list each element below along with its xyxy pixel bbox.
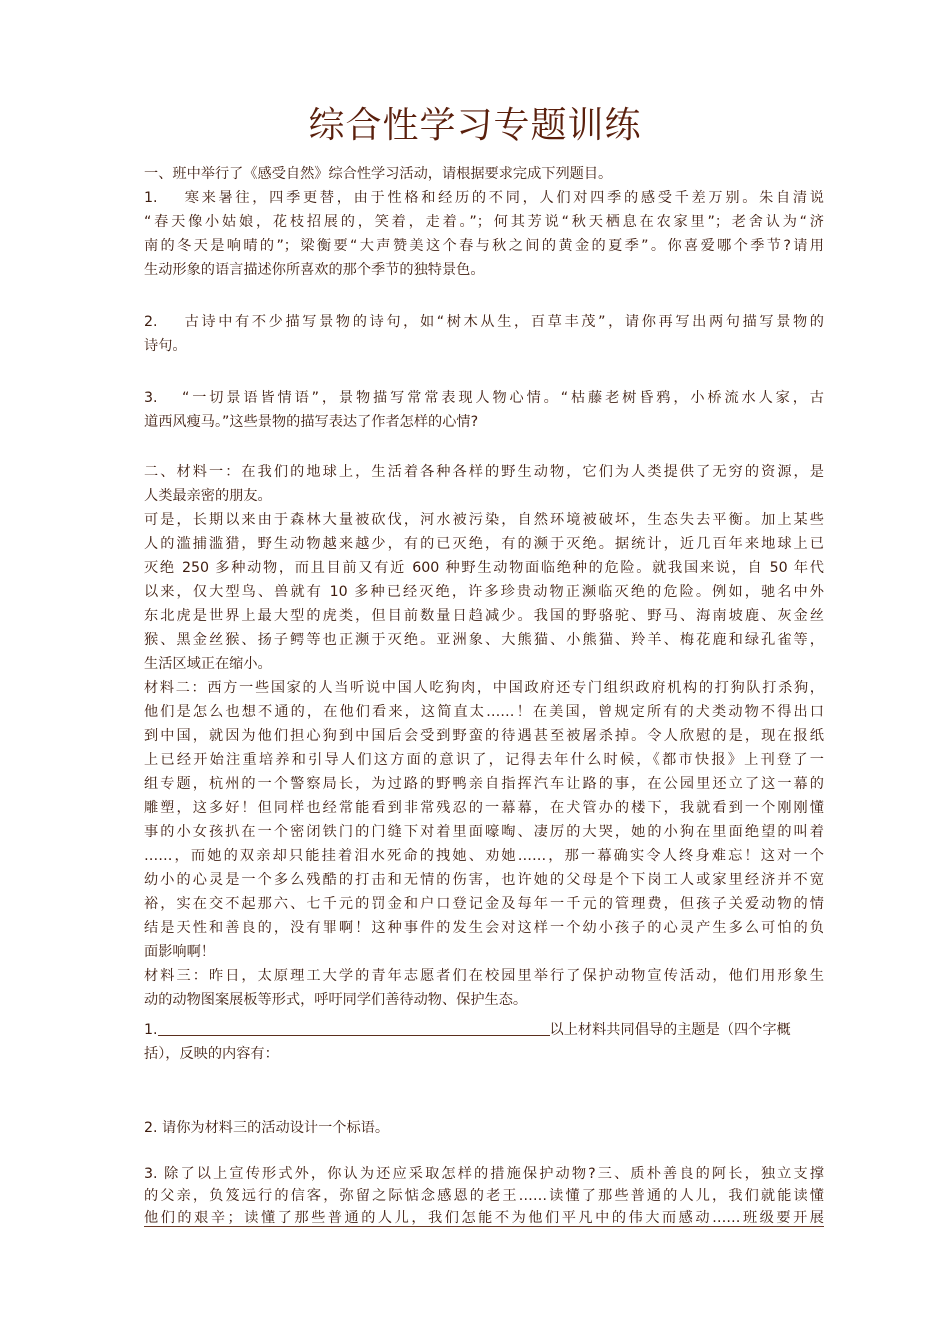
s2-m3-line: 动的动物图案展板等形式，呼吁同学们善待动物、保护生态。 [144, 992, 528, 1008]
s2-m2-line: 他们是怎么也想不通的，在他们看来，这简直太……！在美国，曾规定所有的犬类动物不得出口 [144, 704, 824, 720]
s2-m1-line: 以来，仅大型鸟、兽就有 10 多种已经灭绝，许多珍贵动物正濒临灭绝的危险。例如，驰名中外 [144, 584, 824, 600]
s2-m1-line: 二、材料一：在我们的地球上，生活着各种各样的野生动物，它们为人类提供了无穷的资源，是 [144, 464, 824, 480]
s1-q1-number: 1. [144, 190, 158, 206]
s2-m3-line: 材料三：昨日，太原理工大学的青年志愿者们在校园里举行了保护动物宣传活动，他们用形象生 [144, 968, 824, 984]
s1-q3-line-1 [144, 388, 824, 408]
s2-m2-line: 材料二：西方一些国家的人当听说中国人吃狗肉，中国政府还专门组织政府机构的打狗队打杀狗， [144, 680, 824, 696]
s2-q1-text: 以上材料共同倡导的主题是（四个字概 [549, 1022, 791, 1038]
s2-m1-line: 东北虎是世界上最大型的虎类，但目前数量日趋减少。我国的野骆驼、野马、海南坡鹿、灰金丝 [144, 608, 824, 624]
s2-m2-line: 结是天性和善良的，没有罪啊！这种事件的发生会对这样一个幼小孩子的心灵产生多么可怕的负 [144, 920, 824, 936]
s2-m1-line: 猴、黑金丝猴、扬子鳄等也正濒于灭绝。亚洲象、大熊猫、小熊猫、羚羊、梅花鹿和绿孔雀等， [144, 632, 824, 648]
s1-q1-line-3: 南的冬天是响晴的”；梁衡要“大声赞美这个春与秋之间的黄金的夏季”。你喜爱哪个季节?请用 [144, 238, 824, 254]
s1-q3-text-1: “一切景语皆情语”，景物描写常常表现人物心情。“枯藤老树昏鸦，小桥流水人家，古 [182, 390, 824, 406]
s2-m2-line: 面影响啊！ [144, 944, 215, 960]
s2-q3-line-2: 的父亲，负笈远行的信客，弥留之际惦念感恩的老王……读懂了那些普通的人儿，我们就能读懂 [144, 1188, 824, 1204]
s2-m2-line: 雕塑，这多好！但同样也经常能看到非常残忍的一幕幕，在犬管办的楼下，我就看到一个刚刚懂 [144, 800, 824, 816]
answer-blank[interactable] [158, 1020, 550, 1036]
s2-m1-line: 人的滥捕滥猎，野生动物越来越少，有的已灭绝，有的濒于灭绝。据统计，近几百年来地球上已 [144, 536, 824, 552]
s2-m2-line: 组专题，杭州的一个警察局长，为过路的野鸭亲自指挥汽车让路的事，在公园里还立了这一幕的 [144, 776, 824, 792]
s1-q1-text-1: 寒来暑往，四季更替，由于性格和经历的不同，人们对四季的感受千差万别。朱自清说 [182, 190, 824, 206]
s2-m2-line: 到中国，就因为他们担心狗到中国后会受到野蛮的待遇甚至被屠杀掉。令人欣慰的是，现在报纸 [144, 728, 824, 744]
s2-q1-number: 1. [144, 1022, 158, 1038]
s2-m1-line: 灭绝 250 多种动物，而且目前又有近 600 种野生动物面临绝种的危险。就我国来说，自 50 年代 [144, 560, 824, 576]
s1-q2-number: 2. [144, 314, 158, 330]
s1-q1-line-1 [144, 188, 824, 208]
s2-m2-line: 事的小女孩扒在一个密闭铁门的门缝下对着里面嚎啕、凄厉的大哭，她的小狗在里面绝望的叫着 [144, 824, 824, 840]
s2-m1-line: 生活区域正在缩小。 [144, 656, 272, 672]
s2-m1-line: 人类最亲密的朋友。 [144, 488, 272, 504]
s1-q2-line-2: 诗句。 [144, 338, 187, 354]
s2-q2-line: 2. 请你为材料三的活动设计一个标语。 [144, 1120, 390, 1136]
s2-m2-line: 上已经开始注重培养和引导人们这方面的意识了，记得去年什么时候，《都市快报》上刊登了一 [144, 752, 824, 768]
s1-q1-line-4: 生动形象的语言描述你所喜欢的那个季节的独特景色。 [144, 262, 485, 278]
s1-q1-line-2: “春天像小姑娘，花枝招展的，笑着，走着。”；何其芳说“秋天栖息在农家里”；老舍认为“济 [144, 214, 824, 230]
section-1-intro: 一、班中举行了《感受自然》综合性学习活动，请根据要求完成下列题目。 [144, 166, 613, 182]
s2-m2-line: 裕，实在交不起那六、七千元的罚金和户口登记金及每年一千元的管理费，但孩子关爱动物的情 [144, 896, 824, 912]
s1-q2-text-1: 古诗中有不少描写景物的诗句，如“树木从生，百草丰茂”，请你再写出两句描写景物的 [182, 314, 824, 330]
s2-q3-line-3 [144, 1208, 824, 1228]
page-title: 综合性学习专题训练 [308, 105, 642, 146]
s2-m2-line: ……，而她的双亲却只能挂着泪水死命的拽她、劝她……，那一幕确实令人终身难忘！这对一个 [144, 848, 824, 864]
s2-q1-line-1 [144, 1020, 824, 1040]
s2-q3-line-1: 3. 除了以上宣传形式外，你认为还应采取怎样的措施保护动物?三、质朴善良的阿长，独立支撑 [144, 1166, 824, 1182]
s2-q3-underlined-text: 他们的艰辛；读懂了那些普通的人儿，我们怎能不为他们平凡中的伟大而感动……班级要开展 [144, 1210, 824, 1226]
s2-m1-line: 可是，长期以来由于森林大量被砍伐，河水被污染，自然环境被破坏，生态失去平衡。加上某些 [144, 512, 824, 528]
s2-m2-line: 幼小的心灵是一个多么残酷的打击和无情的伤害，也许她的父母是个下岗工人或家里经济并不宽 [144, 872, 824, 888]
s2-q1-line-2: 括），反映的内容有： [144, 1046, 279, 1062]
s1-q3-line-2: 道西风瘦马。”这些景物的描写表达了作者怎样的心情? [144, 414, 479, 430]
s1-q2-line-1 [144, 312, 824, 332]
s1-q3-number: 3. [144, 390, 158, 406]
